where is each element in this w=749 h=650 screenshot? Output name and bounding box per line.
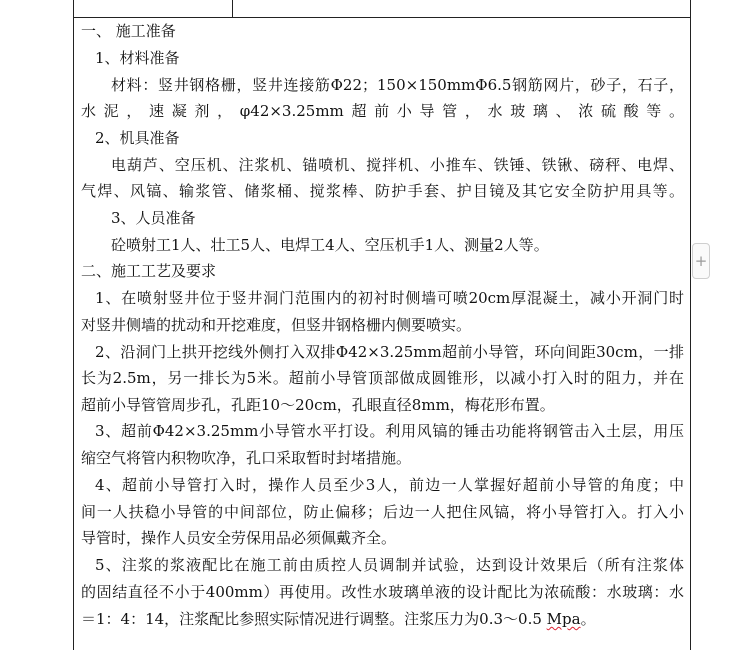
subsection-personnel-heading: 3、人员准备	[111, 209, 196, 227]
materials-line-1: 材料：竖井钢格栅，竖井连接筋Φ22；150×150mmΦ6.5钢筋网片，砂子，石子，	[111, 76, 684, 94]
process-item-2-line-2: 长为2.5m，另一排长为5米。超前小导管顶部做成圆锥形，以减小打入时的阻力，并在	[81, 369, 684, 387]
section-1-heading: 一、 施工准备	[81, 22, 176, 40]
process-item-2-line-1: 2、沿洞门上拱开挖线外侧打入双排Φ42×3.25mm超前小导管，环向间距30cm，一排	[95, 343, 684, 361]
process-item-5-line-3	[81, 606, 684, 632]
materials-line-2: 水泥，速凝剂，φ42×3.25mm超前小导管，水玻璃、浓硫酸等。	[81, 102, 684, 120]
process-item-4-line-2: 间一人扶稳小导管的中间部位，防止偏移；后边一人把住风镐，将小导管打入。打入小	[81, 503, 684, 521]
process-item-1-line-1: 1、在喷射竖井位于竖井洞门范围内的初衬时侧墙可喷20cm厚混凝土，减小开洞门时	[95, 289, 684, 307]
table-header-row	[74, 0, 690, 18]
header-cell-divider	[232, 0, 233, 17]
process-item-3-line-1: 3、超前Φ42×3.25mm小导管水平打设。利用风镐的锤击功能将钢管击入土层，用压	[95, 422, 684, 440]
section-2-heading: 二、施工工艺及要求	[81, 262, 217, 280]
equipment-line-2: 气焊、风镐、输浆管、储浆桶、搅浆棒、防护手套、护目镜及其它安全防护用具等。	[81, 182, 684, 200]
process-item-1-line-2: 对竖井侧墙的扰动和开挖难度，但竖井钢格栅内侧要喷实。	[81, 316, 472, 334]
process-item-5-line-3-end: 。	[580, 610, 596, 628]
equipment-line-1: 电葫芦、空压机、注浆机、锚喷机、搅拌机、小推车、铁锤、铁锹、磅秤、电焊、	[111, 156, 684, 174]
personnel-line-1: 砼喷射工1人、壮工5人、电焊工4人、空压机手1人、测量2人等。	[111, 236, 549, 254]
subsection-materials-heading: 1、材料准备	[95, 49, 180, 67]
spellcheck-flagged-word: Mpa	[546, 610, 581, 628]
subsection-equipment-heading: 2、机具准备	[95, 129, 180, 147]
process-item-2-line-3: 超前小导管管周步孔，孔距10～20cm，孔眼直径8mm，梅花形布置。	[81, 396, 555, 414]
process-item-3-line-2: 缩空气将管内积物吹净，孔口采取暂时封堵措施。	[81, 449, 412, 467]
plus-icon: +	[694, 252, 708, 270]
process-item-5-line-3-text: ＝1：4：14，注浆配比参照实际情况进行调整。注浆压力为0.3～0.5	[81, 610, 547, 628]
process-item-4-line-1: 4、超前小导管打入时，操作人员至少3人，前边一人掌握好超前小导管的角度；中	[95, 476, 684, 494]
expand-panel-button[interactable]	[692, 243, 710, 279]
document-page	[73, 0, 691, 650]
process-item-5-line-1: 5、注浆的浆液配比在施工前由质控人员调制并试验，达到设计效果后（所有注浆体	[95, 556, 684, 574]
process-item-4-line-3: 导管时，操作人员安全劳保用品必须佩戴齐全。	[81, 529, 397, 547]
process-item-5-line-2: 的固结直径不小于400mm）再使用。改性水玻璃单液的设计配比为浓硫酸：水玻璃：水	[81, 583, 684, 601]
